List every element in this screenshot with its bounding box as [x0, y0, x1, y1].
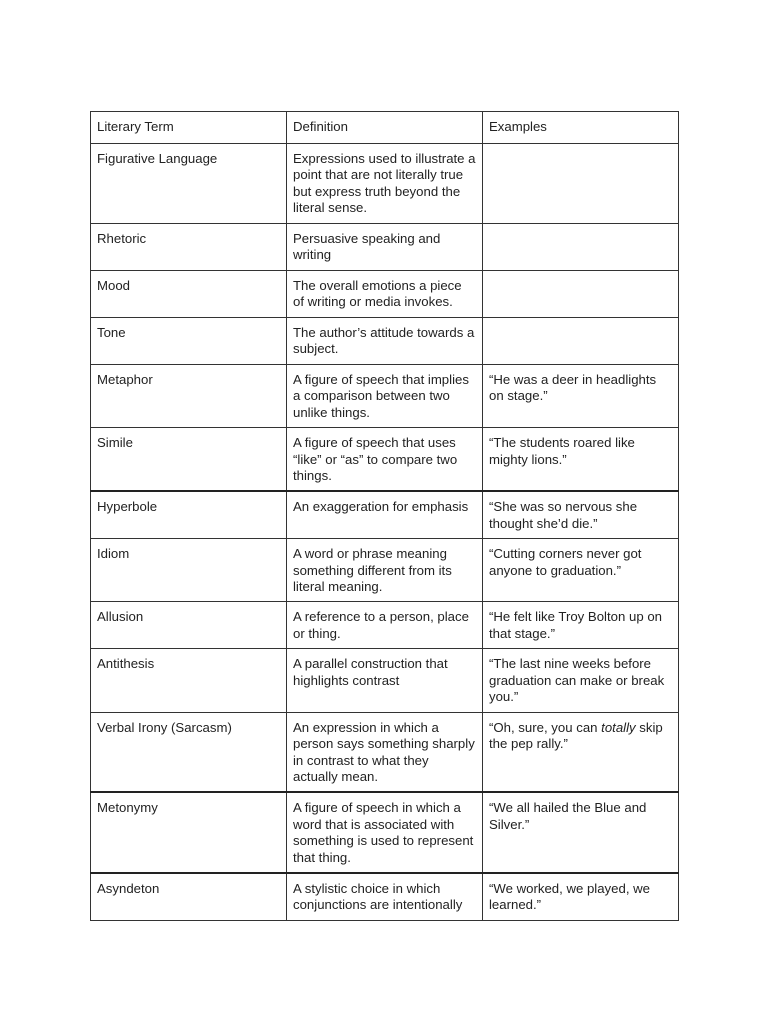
example-cell: “Cutting corners never got anyone to graduation.”	[483, 539, 679, 602]
table-row	[91, 144, 679, 224]
definition-cell: A stylistic choice in which conjunctions are intentionally	[287, 873, 483, 920]
table-row	[91, 873, 679, 920]
header-examples: Examples	[483, 112, 679, 144]
term-cell: Figurative Language	[91, 144, 287, 224]
term-cell: Rhetoric	[91, 224, 287, 271]
example-text: skip the pep rally.”	[489, 719, 663, 752]
definition-cell: A figure of speech that implies a comparison between two unlike things.	[287, 365, 483, 428]
definition-cell: A figure of speech in which a word that is associated with something is used to represent that thing.	[287, 792, 483, 873]
example-cell	[483, 271, 679, 318]
term-cell: Metaphor	[91, 365, 287, 428]
term-cell: Tone	[91, 318, 287, 365]
example-cell: “The students roared like mighty lions.”	[483, 428, 679, 492]
example-cell: “The last nine weeks before graduation can make or break you.”	[483, 649, 679, 712]
table-row	[91, 649, 679, 712]
definition-cell: Persuasive speaking and writing	[287, 224, 483, 271]
table-row	[91, 428, 679, 492]
table-row	[91, 792, 679, 873]
example-cell	[483, 318, 679, 365]
term-cell: Verbal Irony (Sarcasm)	[91, 712, 287, 792]
example-cell: “He was a deer in headlights on stage.”	[483, 365, 679, 428]
term-cell: Idiom	[91, 539, 287, 602]
term-cell: Asyndeton	[91, 873, 287, 920]
header-literary-term: Literary Term	[91, 112, 287, 144]
term-cell: Hyperbole	[91, 491, 287, 538]
definition-cell: A figure of speech that uses “like” or “as” to compare two things.	[287, 428, 483, 492]
definition-cell: A reference to a person, place or thing.	[287, 602, 483, 649]
literary-terms-table	[90, 111, 679, 921]
table-row	[91, 224, 679, 271]
definition-cell: A word or phrase meaning something different from its literal meaning.	[287, 539, 483, 602]
example-cell: “She was so nervous she thought she’d die.”	[483, 491, 679, 538]
table-row	[91, 491, 679, 538]
example-emphasis: totally	[601, 719, 636, 735]
definition-cell: The overall emotions a piece of writing or media invokes.	[287, 271, 483, 318]
term-cell: Allusion	[91, 602, 287, 649]
term-cell: Antithesis	[91, 649, 287, 712]
definition-cell: An expression in which a person says something sharply in contrast to what they actually mean.	[287, 712, 483, 792]
example-cell	[483, 712, 679, 792]
table-row	[91, 712, 679, 792]
table-row	[91, 365, 679, 428]
term-cell: Metonymy	[91, 792, 287, 873]
example-cell: “We worked, we played, we learned.”	[483, 873, 679, 920]
table-row	[91, 271, 679, 318]
example-cell	[483, 224, 679, 271]
example-cell	[483, 144, 679, 224]
definition-cell: The author’s attitude towards a subject.	[287, 318, 483, 365]
table-row	[91, 539, 679, 602]
example-cell: “We all hailed the Blue and Silver.”	[483, 792, 679, 873]
definition-cell: Expressions used to illustrate a point that are not literally true but express truth beyond the literal sense.	[287, 144, 483, 224]
term-cell: Mood	[91, 271, 287, 318]
definition-cell: An exaggeration for emphasis	[287, 491, 483, 538]
table-row	[91, 318, 679, 365]
term-cell: Simile	[91, 428, 287, 492]
definition-cell: A parallel construction that highlights contrast	[287, 649, 483, 712]
header-definition: Definition	[287, 112, 483, 144]
example-cell: “He felt like Troy Bolton up on that stage.”	[483, 602, 679, 649]
table-row	[91, 602, 679, 649]
table-header-row	[91, 112, 679, 144]
example-text: “Oh, sure, you can	[489, 719, 602, 735]
